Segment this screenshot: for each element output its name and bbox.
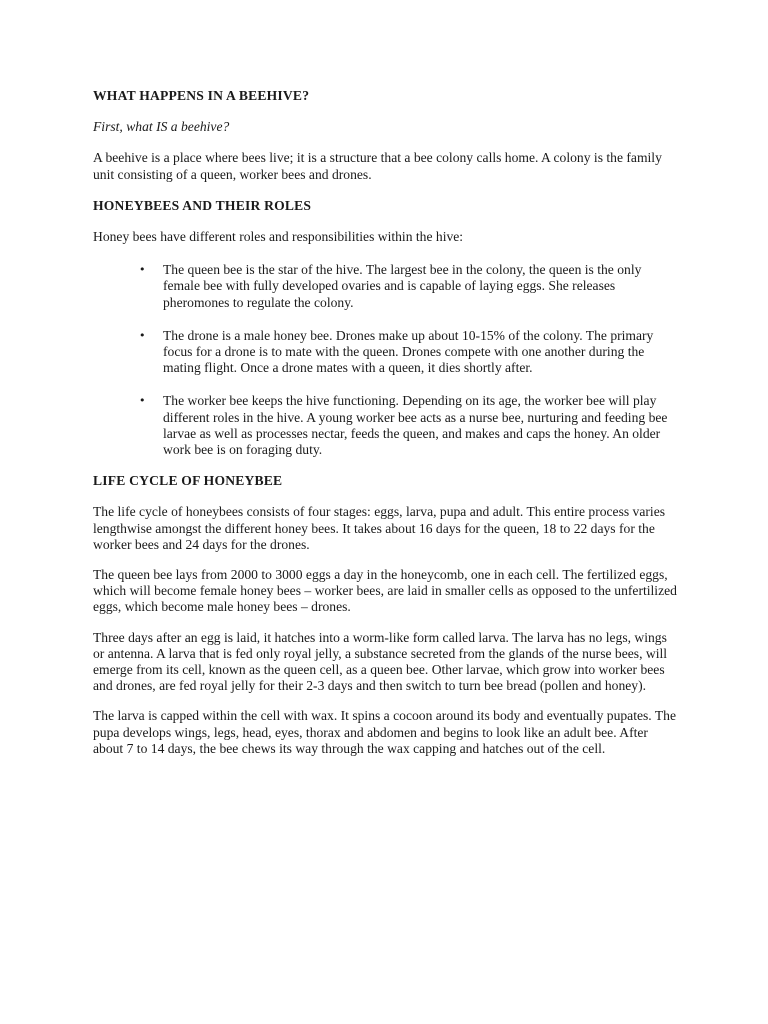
lifecycle-paragraph-stages: The life cycle of honeybees consists of four stages: eggs, larva, pupa and adult. This entire process varies lengthwise amongst the different honey bees. It takes about 16 days for the queen, 18 to 22 days for the worker bees and 24 days for the drones. <box>93 504 666 552</box>
document-subtitle: First, what IS a beehive? <box>93 119 230 135</box>
list-item-drone: • The drone is a male honey bee. Drones make up about 10-15% of the colony. The primary focus for a drone is to mate with the queen. Drones compete with one another during the mating flight. Once a drone mates with a queen, it dies shortly after. <box>163 328 678 377</box>
lifecycle-paragraph-eggs: The queen bee lays from 2000 to 3000 eggs a day in the honeycomb, one in each cell. The fertilized eggs, which will become female honey bees – worker bees, are laid in smaller cells as opposed to the unfertilized eggs, which become male honey bees – drones. <box>93 567 677 615</box>
lifecycle-heading: LIFE CYCLE OF HONEYBEE <box>93 473 283 489</box>
roles-list <box>93 262 678 458</box>
list-item-queen-bee: • The queen bee is the star of the hive. The largest bee in the colony, the queen is the only female bee with fully developed ovaries and is capable of laying eggs. She releases pheromones to regulate the colony. <box>163 262 678 311</box>
roles-heading: HONEYBEES AND THEIR ROLES <box>93 197 312 213</box>
lifecycle-paragraph-pupa: The larva is capped within the cell with wax. It spins a cocoon around its body and eventually pupates. The pupa develops wings, legs, head, eyes, thorax and abdomen and begins to look like an adult bee. After about 7 to 14 days, the bee chews its way through the wax capping and hatches out of the cell. <box>93 708 676 756</box>
document-title: WHAT HAPPENS IN A BEEHIVE? <box>93 88 310 103</box>
list-item-worker-bee: • The worker bee keeps the hive functioning. Depending on its age, the worker bee will play different roles in the hive. A young worker bee acts as a nurse bee, nurturing and feeding bee larvae as well as processes nectar, feeds the queen, and makes and caps the honey. An older work bee is on foraging duty. <box>163 393 678 458</box>
intro-paragraph: A beehive is a place where bees live; it is a structure that a bee colony calls home. A colony is the family unit consisting of a queen, worker bees and drones. <box>93 150 662 182</box>
lifecycle-paragraph-larva: Three days after an egg is laid, it hatches into a worm-like form called larva. The larva has no legs, wings or antenna. A larva that is fed only royal jelly, a substance secreted from the glands of the nurse bees, will emerge from its cell, known as the queen cell, as a queen bee. Other larvae, which grow into worker bees and drones, are fed royal jelly for their 2-3 days and then switch to turn bee bread (pollen and honey). <box>93 629 668 694</box>
roles-intro: Honey bees have different roles and responsibilities within the hive: <box>93 229 464 245</box>
